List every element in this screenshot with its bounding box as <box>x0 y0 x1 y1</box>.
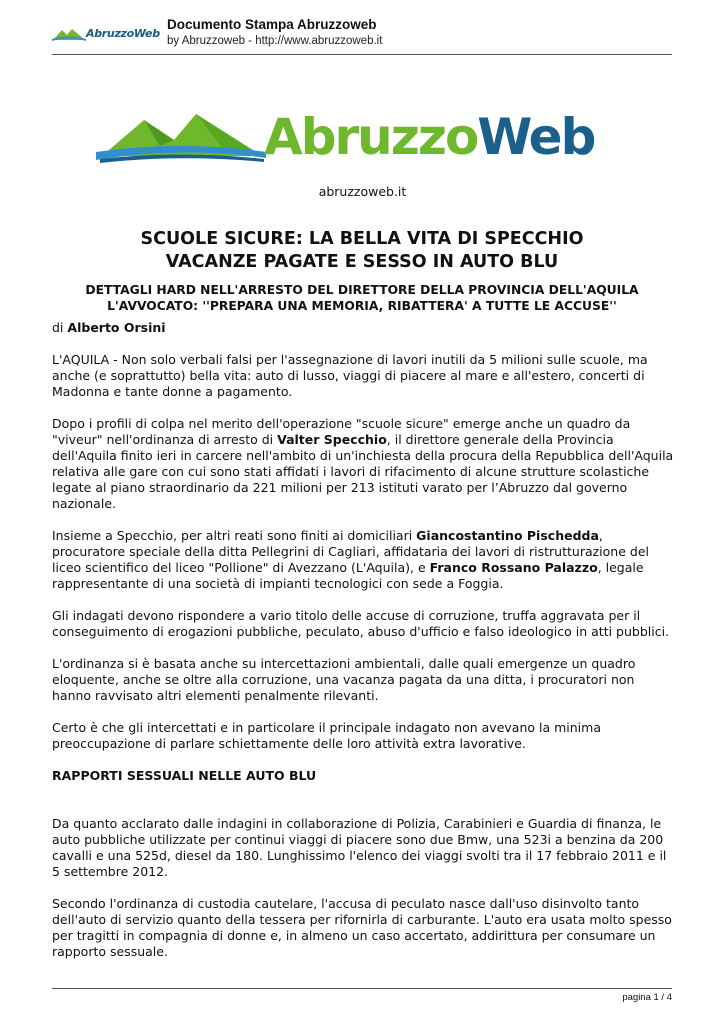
document-header <box>52 14 672 54</box>
page-number: pagina 1 / 4 <box>622 992 672 1003</box>
person-franco-rossano-palazzo: Franco Rossano Palazzo <box>429 560 598 575</box>
paragraph-6: Certo è che gli intercettati e in particolare il principale indagato non avevano la minima preoccupazione di parlare schiettamente delle loro attività extra lavorative. <box>52 720 601 751</box>
paragraph-3-text-e: , legale rappresentante di una società di impianti tecnologici con sede a Foggia. <box>52 560 644 591</box>
paragraph-4: Gli indagati devono rispondere a vario titolo delle accuse di corruzione, truffa aggravata per il conseguimento di erogazioni pubbliche, peculato, abuso d'ufficio e falso ideologico in atti pubblici. <box>52 608 670 639</box>
spacer <box>52 800 677 816</box>
paragraph-1: L'AQUILA - Non solo verbali falsi per l'assegnazione di lavori inutili da 5 milioni sulle scuole, ma anche (e soprattutto) bella vita: auto di lusso, viaggi di piacere al mare e all'estero, concerti di Madonna e tante donne a pagamento. <box>52 352 648 399</box>
paragraph-5: L'ordinanza si è basata anche su intercettazioni ambientali, dalle quali emergenze un quadro eloquente, anche se oltre alla corruzione, una vacanza pagata da una ditta, i procuratori non hanno ravvisato altri elementi penalmente rilevanti. <box>52 656 636 703</box>
article-title <box>52 228 672 274</box>
article-subtitle-line-2: L'AVVOCATO: ''PREPARA UNA MEMORIA, RIBATTERA' A TUTTE LE ACCUSE'' <box>107 299 617 313</box>
paragraph-3-text-a: Insieme a Specchio, per altri reati sono finiti ai domiciliari <box>52 528 417 543</box>
header-divider <box>52 54 672 55</box>
footer-divider <box>52 988 672 989</box>
article-subtitle-line-1: DETTAGLI HARD NELL'ARRESTO DEL DIRETTORE DELLA PROVINCIA DELL'AQUILA <box>85 283 639 297</box>
paragraph-3 <box>52 528 677 592</box>
header-subtitle: by Abruzzoweb - http://www.abruzzoweb.it <box>167 35 383 47</box>
header-title: Documento Stampa Abruzzoweb <box>167 17 377 32</box>
person-valter-specchio: Valter Specchio <box>277 432 387 447</box>
mountain-logo-icon <box>52 24 86 44</box>
header-logo <box>52 24 162 46</box>
logo-wordmark <box>264 106 594 168</box>
byline-prefix: di <box>52 320 64 335</box>
article-title-line-2: VACANZE PAGATE E SESSO IN AUTO BLU <box>165 252 559 272</box>
section-heading: RAPPORTI SESSUALI NELLE AUTO BLU <box>52 768 317 783</box>
paragraph-2 <box>52 416 677 512</box>
byline <box>52 320 677 336</box>
header-logo-text: AbruzzoWeb <box>86 27 160 40</box>
article-title-line-1: SCUOLE SICURE: LA BELLA VITA DI SPECCHIO <box>140 229 584 249</box>
abruzzoweb-logo <box>96 106 606 168</box>
logo-word-web: Web <box>477 108 595 166</box>
paragraph-8: Secondo l'ordinanza di custodia cautelare, l'accusa di peculato nasce dall'uso disinvolto tanto dell'auto di servizio quanto della tessera per rifornirla di carburante. L'auto era usata molto spesso per tragitti in compagnia di donne e, in almeno un caso accertato, addirittura per consumare un rapporto sessuale. <box>52 896 672 959</box>
logo-word-abruzzo: Abruzzo <box>264 108 478 166</box>
article-subtitle <box>52 282 672 314</box>
site-name: abruzzoweb.it <box>318 184 407 199</box>
byline-author: Alberto Orsini <box>67 320 166 335</box>
paragraph-2-text-c: , il direttore generale della Provincia dell'Aquila finito ieri in carcere nell'ambito di un'inchiesta della procura della Repubblica dell'Aquila relativa alle gare con cui sono stati affidati i lavori di rifacimento di alcune strutture scolastiche legate al piano straordinario da 221 milioni per 213 istituti varato per l’Abruzzo dal governo nazionale. <box>52 432 674 511</box>
paragraph-3-text-c: , procuratore speciale della ditta Pellegrini di Cagliari, affidataria dei lavori di ristrutturazione del liceo scientifico del liceo "Pollione" di Avezzano (L'Aquila), e <box>52 528 649 575</box>
article-body <box>52 320 677 976</box>
person-giancostantino-pischedda: Giancostantino Pischedda <box>416 528 599 543</box>
mountain-logo-icon <box>96 106 266 168</box>
paragraph-7: Da quanto acclarato dalle indagini in collaborazione di Polizia, Carabinieri e Guardia di finanza, le auto pubbliche utilizzate per continui viaggi di piacere sono due Bmw, una 523i a benzina da 200 cavalli e una 525d, diesel da 180. Lunghissimo l'elenco dei viaggi svolti tra il 17 febbraio 2011 e il 5 settembre 2012. <box>52 816 667 879</box>
paragraph-2-text-a: Dopo i profili di colpa nel merito dell'operazione "scuole sicure" emerge anche un quadro da "viveur" nell'ordinanza di arresto di <box>52 416 631 447</box>
